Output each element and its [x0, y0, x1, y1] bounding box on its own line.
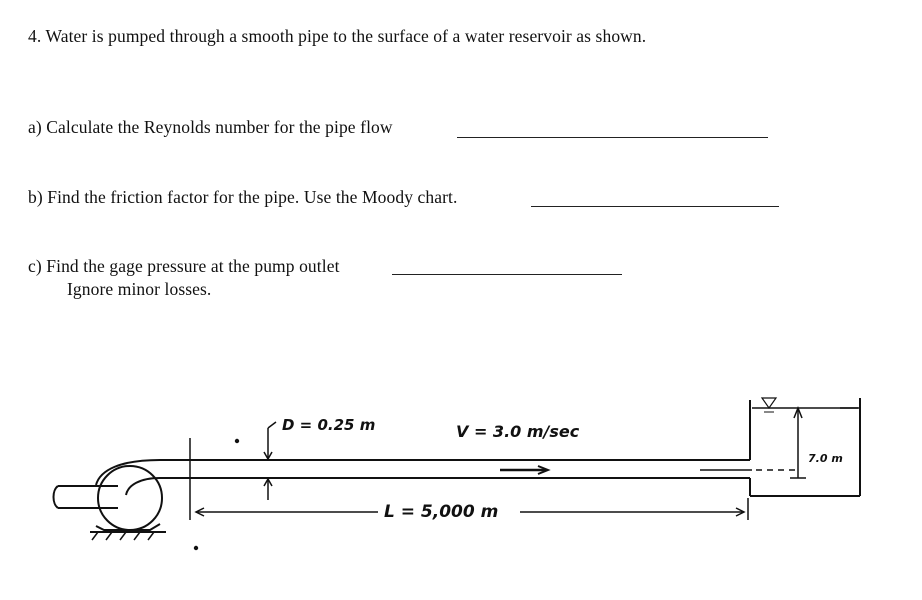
part-b-label: b) Find the friction factor for the pipe. Use the Moody chart.	[28, 187, 458, 207]
height-label: 7.0 m	[808, 452, 843, 465]
part-c-label: c) Find the gage pressure at the pump outlet	[28, 256, 340, 276]
diameter-label: D = 0.25 m	[282, 416, 376, 434]
pump-body	[98, 466, 162, 530]
part-c-note: Ignore minor losses.	[67, 279, 212, 299]
problem-statement: 4. Water is pumped through a smooth pipe to the surface of a water reservoir as shown.	[28, 26, 647, 46]
part-a-label: a) Calculate the Reynolds number for the pipe flow	[28, 117, 393, 137]
velocity-label: V = 3.0 m/sec	[456, 422, 580, 441]
length-label: L = 5,000 m	[384, 502, 499, 522]
